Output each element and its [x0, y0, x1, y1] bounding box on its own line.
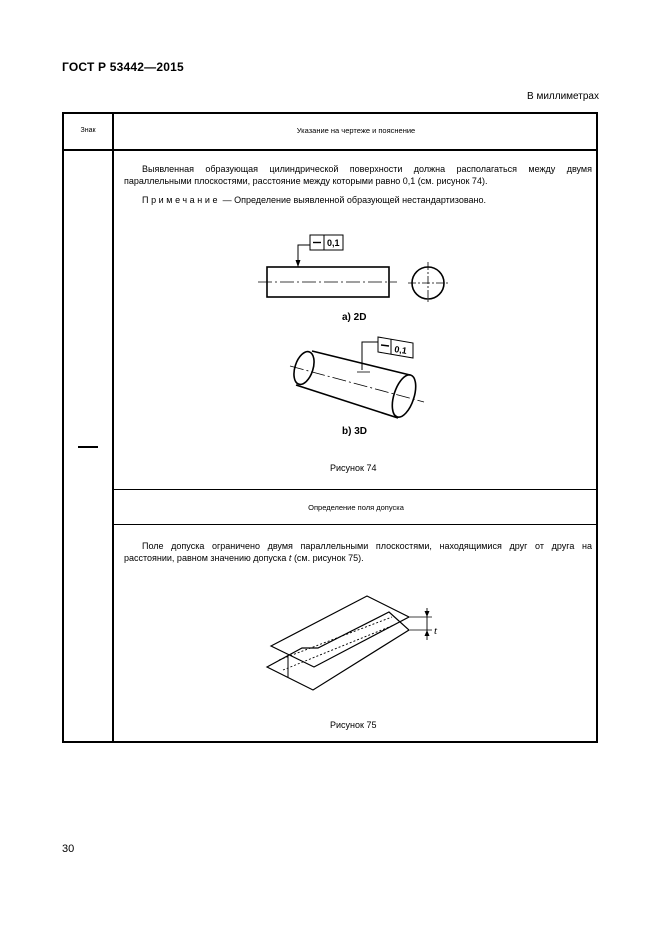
- figure-75-caption: Рисунок 75: [330, 720, 377, 730]
- column-header-instruction: Указание на чертеже и пояснение: [296, 126, 416, 135]
- label-3d: b) 3D: [342, 426, 367, 437]
- para2-symbol-t: t: [288, 553, 292, 563]
- leader-arrow: [296, 260, 301, 267]
- note-text: — Определение выявленной образующей нестандартизовано.: [220, 195, 486, 205]
- cylinder-back-end: [290, 349, 318, 387]
- leader-line: [298, 245, 310, 267]
- para2-text-b: (см. рисунок 75).: [291, 553, 364, 563]
- cylinder-front-end: [388, 372, 421, 420]
- page-number: 30: [62, 843, 75, 855]
- figure-74-caption: Рисунок 74: [330, 463, 377, 473]
- straightness-icon-3d: [381, 345, 389, 346]
- label-2d: a) 2D: [342, 312, 367, 323]
- column-header-sign: Знак: [80, 127, 96, 134]
- figure-74-3d-drawing: [290, 337, 424, 437]
- para2-text-a: Поле допуска ограничено двумя параллельными плоскостями, находящимися друг от друга на расстоянии, равном значению допуска: [124, 541, 592, 563]
- note-label: Примечание: [142, 195, 221, 205]
- tolerance-value-3d: 0,1: [393, 344, 408, 356]
- dimension-label-t: t: [434, 625, 438, 637]
- document-code: ГОСТ Р 53442—2015: [62, 60, 184, 74]
- section-heading: Определение поля допуска: [308, 502, 404, 512]
- figure-75-drawing: [267, 596, 438, 690]
- lower-plane: [267, 612, 409, 690]
- upper-plane: [271, 596, 409, 667]
- paragraph-generatrix: Выявленная образующая цилиндрической поверхности должна располагаться между двумя параллельными плоскостями, расстояние между которыми равно 0,1 (см. рисунок 74).: [124, 164, 592, 186]
- cylinder-bottom-edge: [296, 385, 398, 418]
- units-note: В миллиметрах: [527, 91, 599, 102]
- tolerance-value: 0,1: [327, 238, 340, 248]
- generatrix-line: [279, 617, 392, 660]
- axis-line: [290, 366, 424, 402]
- figure-74-2d-drawing: [258, 235, 448, 323]
